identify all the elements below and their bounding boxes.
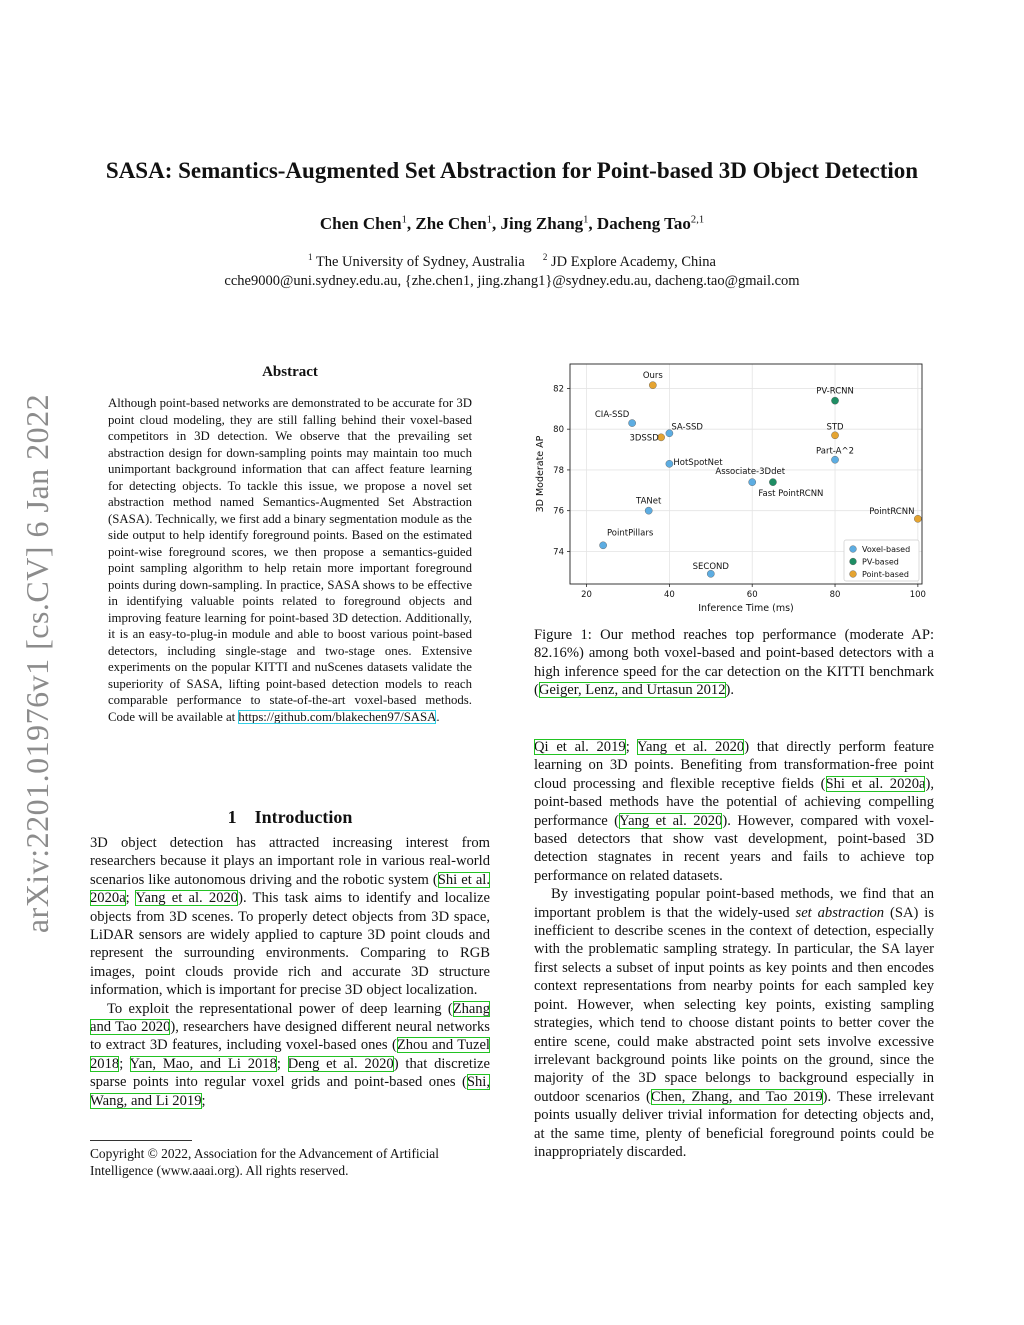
text-run: ; <box>125 890 136 907</box>
data-point-tanet <box>645 507 652 514</box>
legend-marker <box>850 558 857 565</box>
y-tick-label: 74 <box>553 547 564 558</box>
footnote-text: Copyright © 2022, Association for the Advancement of Artificial Intelligence (www.aaai.org). All rights reserved. <box>90 1146 439 1178</box>
intro-paragraph-4 <box>534 885 934 1161</box>
text-run: ) that discretize sparse points into regular voxel grids and point-based ones ( <box>90 1055 490 1091</box>
y-axis-label: 3D Moderate AP <box>535 435 546 513</box>
abstract-text <box>108 395 472 725</box>
data-point-part-a-2 <box>831 456 838 463</box>
x-tick-label: 20 <box>581 590 592 600</box>
citation-link[interactable]: Zhou and Tuzel 2018 <box>90 1037 490 1072</box>
citation-link[interactable]: Deng et al. 2020 <box>287 1055 394 1072</box>
abstract-body: Although point-based networks are demonstrated to be accurate for 3D point cloud modeling, they are still falling behind their voxel-based competitors in 3D detection. We observe that the prevailing set abstraction design for down-sampling points may maintain too much unimportant background information that can affect feature learning for detecting objects. To tackle this issue, we propose a novel set abstraction method named Semantics-Augmented Set Abstraction (SASA). Technically, we first add a binary segmentation module as the side output to help identify foreground points. Based on the estimated point-wise foreground scores, we then propose a semantics-guided point sampling algorithm to help retain more important foreground points during down-sampling. In practice, SASA shows to be effective in identifying valuable points related to foreground objects and improving feature learning for point-based 3D detection. Additionally, it is an easy-to-plug-in module and able to boost various point-based detectors, including single-stage and two-stage ones. Extensive experiments on the popular KITTI and nuScenes datasets validate the superiority of SASA, lifting point-based detection models to reach comparable performance to state-of-the-art voxel-based methods. Code will be available at <box>108 396 472 724</box>
data-point-associate-3ddet <box>749 479 756 486</box>
data-point-hotspotnet <box>666 460 673 467</box>
text-run: ; <box>201 1092 206 1109</box>
legend-label: PV-based <box>862 557 899 567</box>
citation-link[interactable]: Zhang and Tao 2020 <box>90 1000 490 1036</box>
text-run: ; <box>276 1055 288 1072</box>
section-number: 1 <box>227 807 237 827</box>
footnote-rule <box>90 1140 192 1141</box>
affiliation: JD Explore Academy, China <box>551 253 716 270</box>
text-run: ). <box>725 682 735 699</box>
arxiv-identifier-text: arXiv:2201.01976v1 [cs.CV] 6 Jan 2022 <box>19 393 56 933</box>
figure-1-caption <box>534 626 934 700</box>
citation-link[interactable]: Yang et al. 2020 <box>619 812 723 829</box>
data-label: Associate-3Ddet <box>715 467 786 478</box>
y-tick-label: 76 <box>553 506 564 517</box>
x-axis-label: Inference Time (ms) <box>698 603 794 614</box>
figure-1-chart <box>532 360 934 616</box>
author-affiliation-mark: 1 <box>401 214 407 226</box>
author: Dacheng Tao <box>596 214 691 233</box>
y-tick-label: 78 <box>553 465 564 476</box>
text-run: ), point-based methods have the potential of achieving compelling performance ( <box>534 775 934 829</box>
data-point-pointpillars <box>600 542 607 549</box>
author-emails: cche9000@uni.sydney.edu.au, {zhe.chen1, jing.zhang1}@sydney.edu.au, dacheng.tao@gmail.com <box>224 272 800 289</box>
data-label: TANet <box>636 496 662 507</box>
author-affiliation-mark: 2,1 <box>690 214 705 226</box>
text-run: (SA) is inefficient to describe scenes in the context of detection, especially with the problematic sampling strategy. In particular, the SA layer first selects a subset of input points as key points and then encodes context representations from nearby points for each sampled key point. However, when selecting key points, existing sampling strategies, which tend to choose distant points to better cover the entire scene, could make abstracted point sets involve excessive irrelevant background points like points on the ground, since the majority of the 3D space belongs to background especially in outdoor scenarios ( <box>534 904 935 1105</box>
copyright-footnote <box>90 1140 490 1179</box>
intro-paragraph-1 <box>90 834 490 1000</box>
data-label: 3DSSD <box>629 433 659 444</box>
data-point-cia-ssd <box>629 419 636 426</box>
text-run: To exploit the representational power of deep learning ( <box>107 1000 453 1017</box>
data-label: SA-SSD <box>671 422 703 433</box>
text-run: ). However, compared with voxel-based detectors that show vast development, point-based 3D detection stagnates in recent years and fails to achieve top performance on related datasets. <box>534 812 934 884</box>
data-label: CIA-SSD <box>594 410 630 421</box>
data-label: Part-A^2 <box>816 446 855 457</box>
citation-link[interactable]: Shi, Wang, and Li 2019 <box>90 1074 490 1109</box>
scatter-chart <box>532 360 934 616</box>
author: Chen Chen <box>319 214 402 233</box>
affiliations <box>60 248 964 291</box>
text-run: ; <box>625 739 637 755</box>
arxiv-identifier-stamp <box>12 368 64 958</box>
data-label: Fast PointRCNN <box>758 489 824 500</box>
text-run: ). This task aims to identify and localize objects from 3D scenes. To properly detect objects from 3D space, LiDAR sensors are widely applied to capture 3D point clouds and represent the surrounding environments. Comparing to RGB images, point clouds provide rich and accurate 3D structure information, which is important for precise 3D object localization. <box>90 890 490 999</box>
x-tick-label: 60 <box>746 590 758 600</box>
affiliation-mark: 1 <box>308 252 313 262</box>
citation-link[interactable]: Yang et al. 2020 <box>636 739 745 755</box>
data-label: STD <box>826 422 844 433</box>
text-run: ), researchers have designed different neural networks to extract 3D features, including voxel-based ones ( <box>90 1019 490 1054</box>
data-point-ours <box>649 382 656 389</box>
code-link[interactable]: https://github.com/blakechen97/SASA <box>238 709 437 724</box>
x-tick-label: 40 <box>663 590 675 600</box>
text-run: ). These irrelevant points usually deliver trivial information for detecting objects and, at the same time, plenty of beneficial foreground points could be inappropriately discarded. <box>534 1088 934 1160</box>
section-heading-introduction <box>90 807 490 828</box>
author: Jing Zhang <box>500 214 584 233</box>
data-label: PointRCNN <box>869 506 915 517</box>
author: Zhe Chen <box>415 214 487 233</box>
affiliation-mark: 2 <box>542 252 548 262</box>
data-point-std <box>831 432 838 439</box>
data-label: SECOND <box>692 561 729 572</box>
citation-link[interactable]: Shi et al. 2020a <box>90 871 490 907</box>
citation-link[interactable]: Yang et al. 2020 <box>135 890 239 907</box>
intro-paragraph-2 <box>90 1000 490 1110</box>
citation-link[interactable]: Geiger, Lenz, and Urtasun 2012 <box>538 682 726 699</box>
legend-marker <box>850 571 857 578</box>
abstract-heading: Abstract <box>262 364 318 380</box>
data-label: Ours <box>642 371 663 382</box>
data-label: PV-RCNN <box>816 386 854 397</box>
text-run: 3D object detection has attracted increasing interest from researchers because it plays an important role in various real-world scenarios like autonomous driving and the robotic system ( <box>90 835 490 888</box>
left-column-body <box>90 834 490 1110</box>
affiliation: The University of Sydney, Australia <box>315 253 525 270</box>
author-affiliation-mark: 1 <box>486 214 492 226</box>
text-run: ) that directly perform feature learning on 3D points. Benefiting from transformation-free point cloud processing and flexible receptive fields ( <box>534 739 934 792</box>
data-point-fast-pointrcnn <box>769 479 776 486</box>
author-affiliation-mark: 1 <box>583 214 589 226</box>
abstract-end: . <box>436 709 440 724</box>
citation-link[interactable]: Yan, Mao, and Li 2018 <box>129 1055 277 1072</box>
author-list: Chen Chen$^1$, Zhe Chen$^1$, Jing Zhang$^1$, Dacheng Tao$^{2,1}$ <box>319 214 705 233</box>
section-title: Introduction <box>254 807 353 827</box>
x-tick-label: 80 <box>829 590 841 600</box>
y-tick-label: 80 <box>553 425 564 436</box>
y-tick-label: 82 <box>553 384 564 395</box>
legend-label: Voxel-based <box>862 545 911 554</box>
text-run: By investigating popular point-based methods, we find that an important problem is that the widely-used <box>534 886 934 921</box>
legend-marker <box>850 546 857 553</box>
data-label: HotSpotNet <box>673 457 723 468</box>
citation-link[interactable]: Qi et al. 2019 <box>534 739 626 755</box>
paper-title: SASA: Semantics-Augmented Set Abstraction for Point-based 3D Object Detection <box>105 158 919 183</box>
text-run: ; <box>119 1055 130 1072</box>
data-label: PointPillars <box>606 528 654 539</box>
data-point-pv-rcnn <box>831 397 838 404</box>
intro-paragraph-3 <box>534 738 934 885</box>
citation-link[interactable]: Shi et al. 2020a <box>825 775 926 792</box>
right-column-body <box>534 738 934 1161</box>
text-run: Figure 1: Our method reaches top performance (moderate AP: 82.16%) among both voxel-based and point-based detectors with a high inference speed for the car detection on the KITTI benchmark ( <box>534 627 934 699</box>
legend-label: Point-based <box>862 570 909 579</box>
data-point-pointrcnn <box>914 515 921 522</box>
x-tick-label: 100 <box>909 590 926 600</box>
emphasis: set abstraction <box>795 904 885 921</box>
citation-link[interactable]: Chen, Zhang, and Tao 2019 <box>650 1088 823 1105</box>
